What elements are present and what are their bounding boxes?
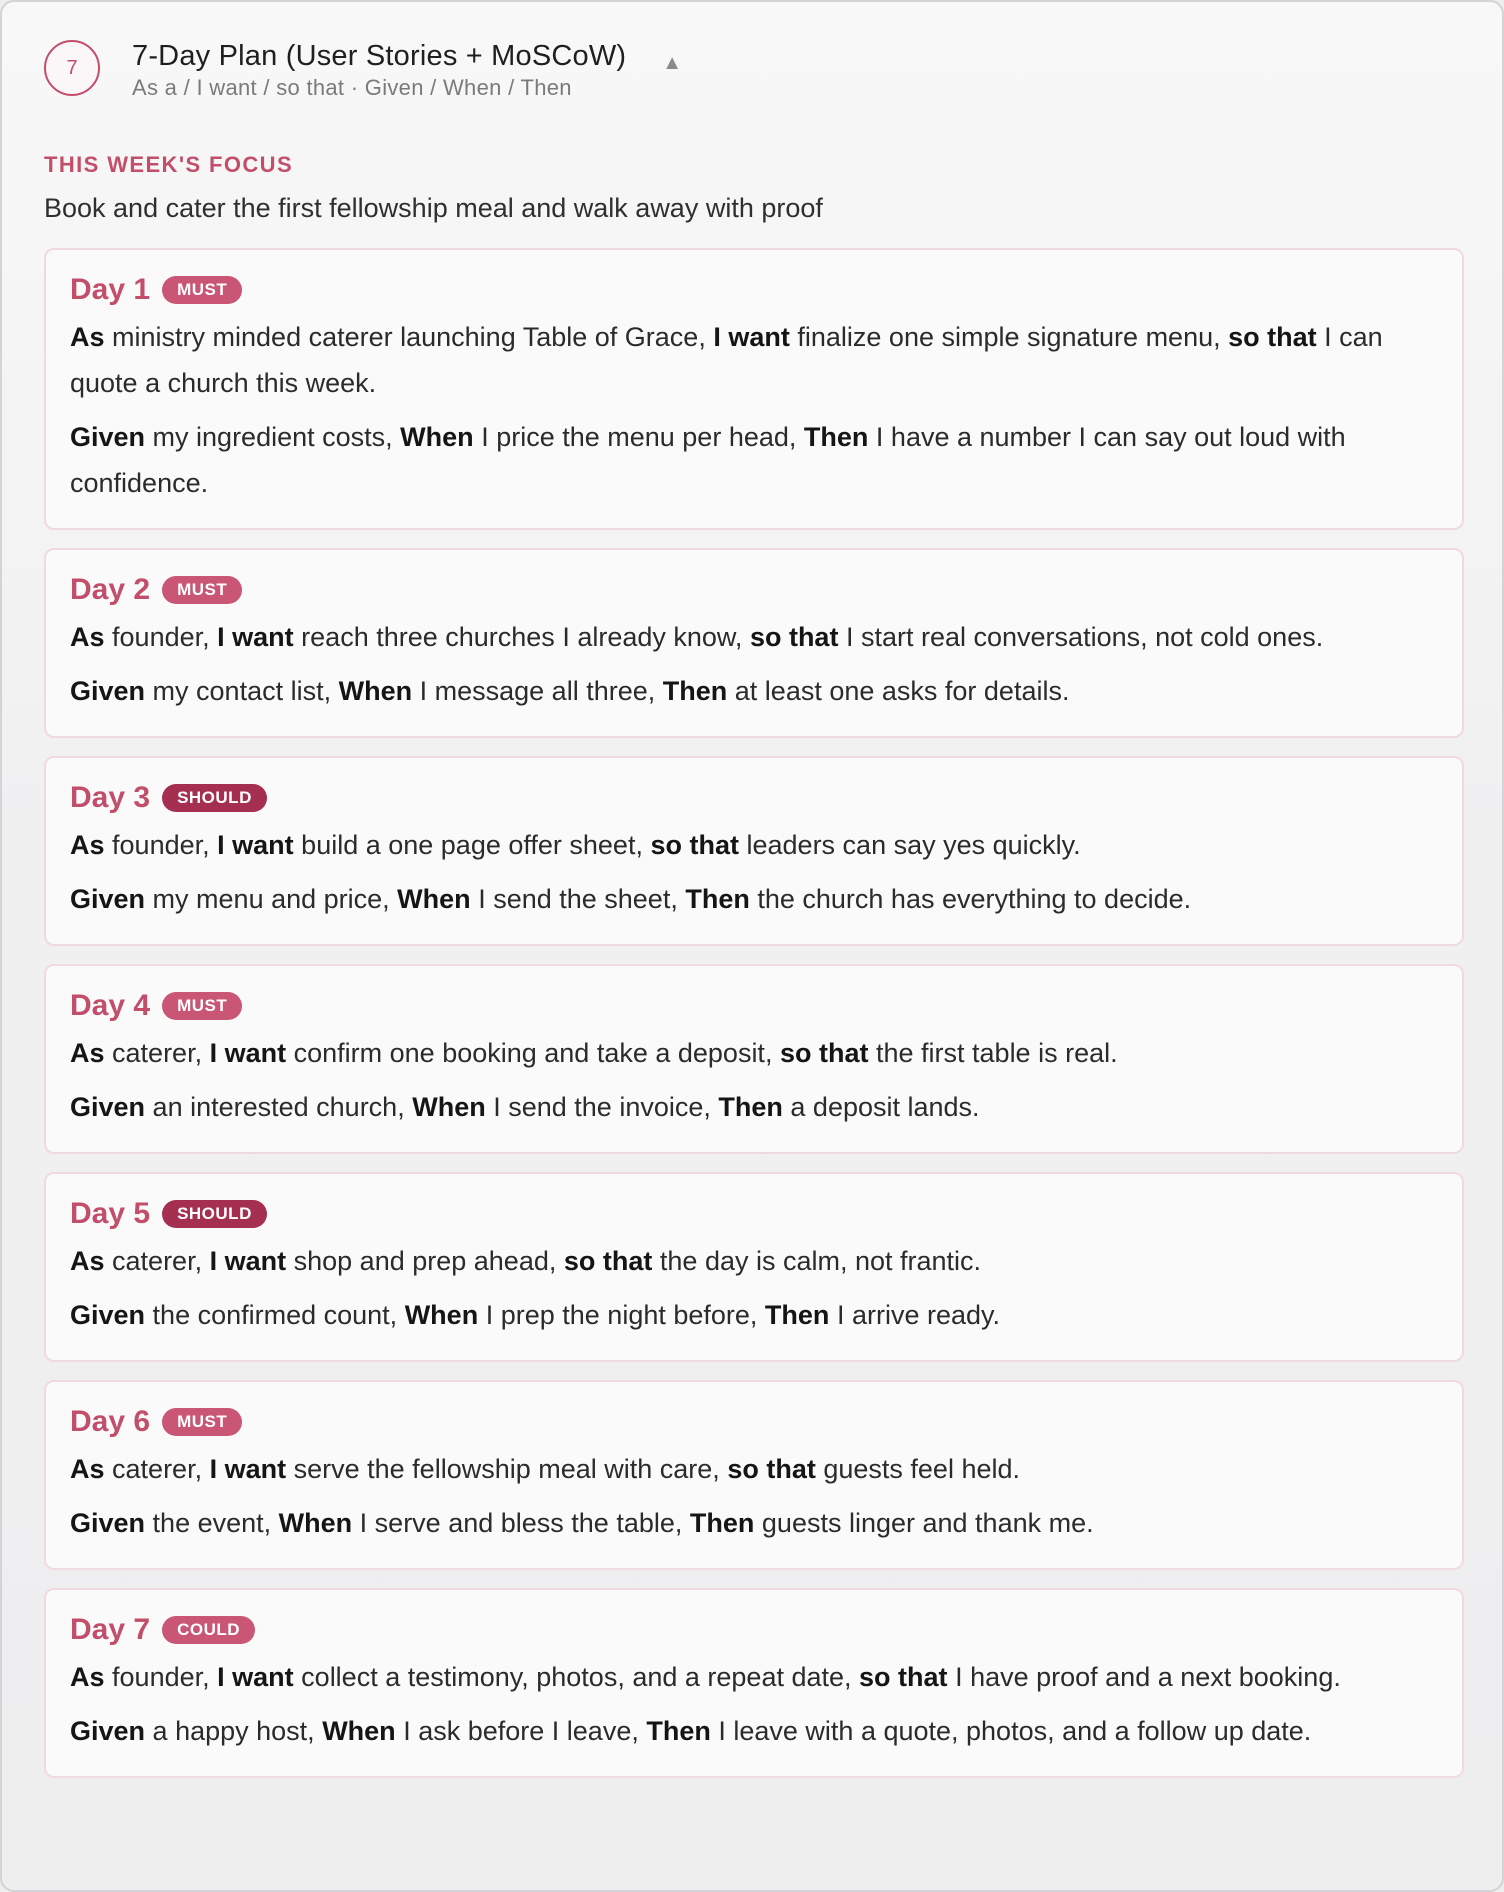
kw-when: When <box>322 1716 396 1746</box>
priority-badge: MUST <box>162 992 242 1020</box>
plan-subtitle: As a / I want / so that · Given / When / Then <box>132 75 572 100</box>
acceptance-criteria <box>70 1500 1438 1546</box>
priority-badge: COULD <box>162 1616 255 1644</box>
story-want: confirm one booking and take a deposit, <box>293 1038 773 1068</box>
kw-as: As <box>70 1038 105 1068</box>
focus-label: THIS WEEK'S FOCUS <box>44 152 294 177</box>
kw-when: When <box>278 1508 353 1538</box>
kw-given: Given <box>70 1716 146 1746</box>
day-title: Day 1 <box>70 273 151 306</box>
kw-as: As <box>70 1454 105 1484</box>
kw-given: Given <box>70 422 146 452</box>
acceptance-criteria <box>70 1084 1438 1130</box>
criteria-given: my ingredient costs, <box>152 422 393 452</box>
day-title: Day 6 <box>70 1405 151 1438</box>
criteria-when: I serve and bless the table, <box>359 1508 683 1538</box>
story-benefit: guests feel held. <box>823 1454 1020 1484</box>
kw-then: Then <box>689 1508 755 1538</box>
kw-i-want: I want <box>217 1662 294 1692</box>
triangle-up-icon[interactable]: ▲ <box>662 52 683 74</box>
kw-given: Given <box>70 1300 146 1330</box>
criteria-given: my menu and price, <box>152 884 390 914</box>
kw-when: When <box>400 422 474 452</box>
day-card <box>44 1380 1464 1570</box>
kw-then: Then <box>803 422 869 452</box>
kw-when: When <box>397 884 471 914</box>
story-benefit: leaders can say yes quickly. <box>746 830 1081 860</box>
kw-then: Then <box>764 1300 830 1330</box>
criteria-then: at least one asks for details. <box>734 676 1070 706</box>
day-cards <box>44 248 1464 1796</box>
kw-as: As <box>70 1246 105 1276</box>
criteria-when: I price the menu per head, <box>481 422 797 452</box>
kw-when: When <box>338 676 413 706</box>
day-title: Day 3 <box>70 781 151 814</box>
step-number-badge: 7 <box>44 40 100 96</box>
story-role: founder, <box>112 830 210 860</box>
criteria-when: I prep the night before, <box>485 1300 758 1330</box>
kw-then: Then <box>646 1716 711 1746</box>
kw-i-want: I want <box>209 1038 287 1068</box>
kw-as: As <box>70 622 105 652</box>
kw-so-that: so that <box>749 622 839 652</box>
day-title: Day 7 <box>70 1613 151 1646</box>
story-role: caterer, <box>112 1454 203 1484</box>
priority-badge: SHOULD <box>162 1200 267 1228</box>
story-want: build a one page offer sheet, <box>301 830 643 860</box>
criteria-given: an interested church, <box>152 1092 405 1122</box>
day-title: Day 5 <box>70 1197 151 1230</box>
kw-given: Given <box>70 676 146 706</box>
criteria-then: guests linger and thank me. <box>761 1508 1094 1538</box>
story-benefit: the first table is real. <box>876 1038 1118 1068</box>
criteria-then: I have a number I can say out loud with confidence. <box>70 422 1346 498</box>
kw-i-want: I want <box>209 1454 287 1484</box>
user-story <box>70 1238 1438 1284</box>
kw-as: As <box>70 322 105 352</box>
user-story <box>70 1030 1438 1076</box>
criteria-given: the confirmed count, <box>152 1300 398 1330</box>
kw-when: When <box>404 1300 479 1330</box>
criteria-then: the church has everything to decide. <box>757 884 1192 914</box>
priority-badge: MUST <box>162 1408 242 1436</box>
story-benefit: the day is calm, not frantic. <box>659 1246 982 1276</box>
user-story <box>70 314 1438 406</box>
day-card <box>44 548 1464 738</box>
criteria-when: I send the invoice, <box>493 1092 711 1122</box>
day-card <box>44 1588 1464 1778</box>
priority-badge: MUST <box>162 576 242 604</box>
kw-given: Given <box>70 1092 146 1122</box>
kw-so-that: so that <box>727 1454 816 1484</box>
kw-then: Then <box>685 884 750 914</box>
kw-as: As <box>70 830 105 860</box>
story-want: collect a testimony, photos, and a repeat date, <box>301 1662 852 1692</box>
user-story <box>70 1446 1438 1492</box>
story-role: founder, <box>112 622 210 652</box>
user-story <box>70 822 1438 868</box>
kw-then: Then <box>718 1092 783 1122</box>
story-role: caterer, <box>112 1038 203 1068</box>
user-story <box>70 1654 1438 1700</box>
story-benefit: I can quote a church this week. <box>70 322 1383 398</box>
kw-given: Given <box>70 1508 146 1538</box>
kw-i-want: I want <box>217 622 294 652</box>
day-card <box>44 756 1464 946</box>
priority-badge: MUST <box>162 276 242 304</box>
kw-given: Given <box>70 884 146 914</box>
kw-so-that: so that <box>563 1246 653 1276</box>
day-card <box>44 1172 1464 1362</box>
kw-so-that: so that <box>1228 322 1317 352</box>
criteria-then: I leave with a quote, photos, and a follow up date. <box>718 1716 1312 1746</box>
criteria-when: I send the sheet, <box>478 884 678 914</box>
day-title: Day 2 <box>70 573 151 606</box>
kw-i-want: I want <box>209 1246 287 1276</box>
criteria-then: I arrive ready. <box>836 1300 1000 1330</box>
day-title: Day 4 <box>70 989 151 1022</box>
priority-badge: SHOULD <box>162 784 267 812</box>
acceptance-criteria <box>70 668 1438 714</box>
kw-so-that: so that <box>779 1038 869 1068</box>
criteria-then: a deposit lands. <box>790 1092 980 1122</box>
story-want: finalize one simple signature menu, <box>797 322 1221 352</box>
acceptance-criteria <box>70 876 1438 922</box>
acceptance-criteria <box>70 1708 1438 1754</box>
plan-header <box>44 40 682 102</box>
story-role: caterer, <box>112 1246 203 1276</box>
kw-then: Then <box>662 676 728 706</box>
story-benefit: I have proof and a next booking. <box>955 1662 1341 1692</box>
user-story <box>70 614 1438 660</box>
criteria-given: a happy host, <box>152 1716 315 1746</box>
kw-as: As <box>70 1662 105 1692</box>
story-benefit: I start real conversations, not cold ones. <box>845 622 1324 652</box>
kw-i-want: I want <box>713 322 790 352</box>
kw-so-that: so that <box>650 830 739 860</box>
story-role: founder, <box>112 1662 210 1692</box>
criteria-given: the event, <box>152 1508 272 1538</box>
story-want: reach three churches I already know, <box>301 622 743 652</box>
day-card <box>44 248 1464 530</box>
day-card <box>44 964 1464 1154</box>
kw-i-want: I want <box>217 830 294 860</box>
kw-so-that: so that <box>859 1662 948 1692</box>
criteria-given: my contact list, <box>152 676 332 706</box>
acceptance-criteria <box>70 1292 1438 1338</box>
story-want: serve the fellowship meal with care, <box>293 1454 720 1484</box>
kw-when: When <box>412 1092 486 1122</box>
focus-text: Book and cater the first fellowship meal and walk away with proof <box>44 193 823 223</box>
plan-title: 7-Day Plan (User Stories + MoSCoW) <box>132 40 627 72</box>
story-want: shop and prep ahead, <box>293 1246 557 1276</box>
criteria-when: I ask before I leave, <box>403 1716 639 1746</box>
criteria-when: I message all three, <box>419 676 656 706</box>
story-role: ministry minded caterer launching Table of Grace, <box>112 322 706 352</box>
acceptance-criteria <box>70 414 1438 506</box>
